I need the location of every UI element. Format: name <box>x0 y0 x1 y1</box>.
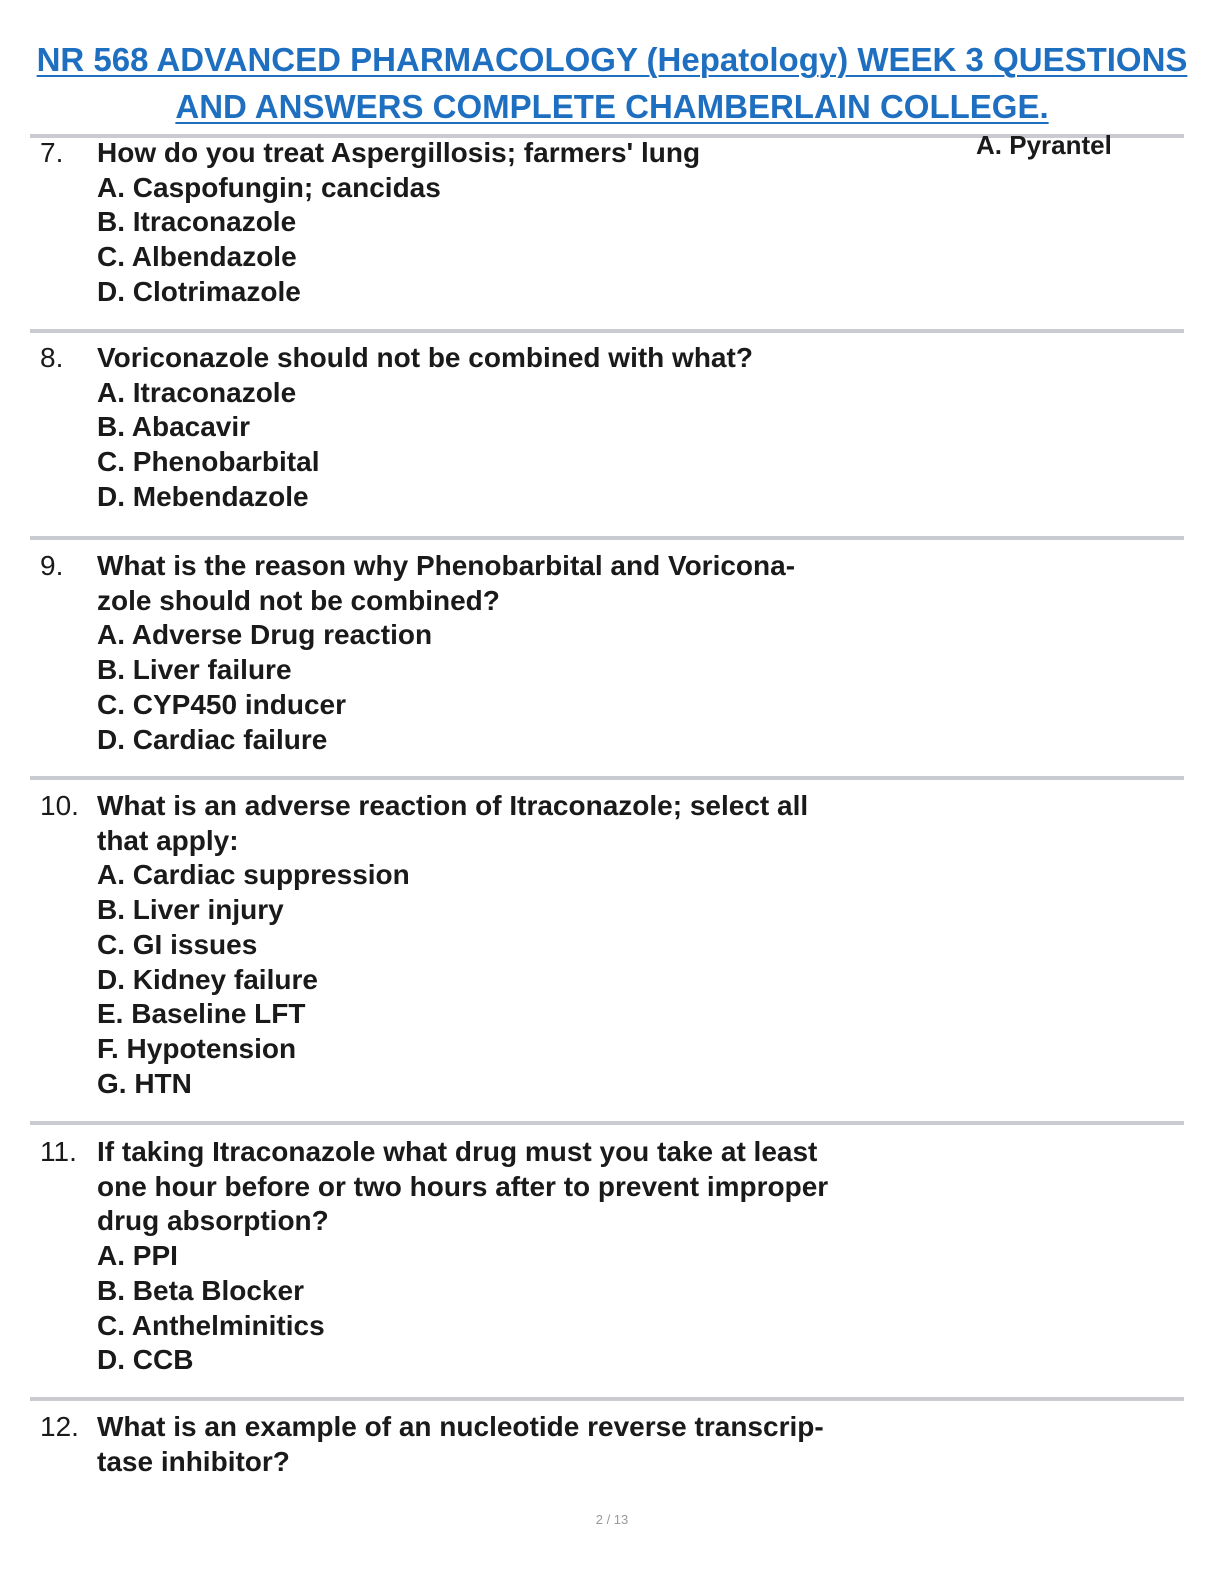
option-a: A. PPI <box>97 1240 178 1272</box>
divider <box>30 329 1184 333</box>
question-number: 10. <box>40 790 79 821</box>
option-c: C. CYP450 inducer <box>97 688 346 720</box>
option-b: B. Itraconazole <box>97 206 297 238</box>
page-indicator: 2 / 13 <box>595 1512 629 1527</box>
option-g: G. HTN <box>97 1067 192 1099</box>
question-text: What is an adverse reaction of Itraconazole; select all that apply: <box>97 790 809 856</box>
title-line-2: AND ANSWERS COMPLETE CHAMBERLAIN COLLEGE. <box>175 88 1049 125</box>
option-b: B. Abacavir <box>97 411 251 443</box>
option-c: C. GI issues <box>97 928 258 960</box>
option-b: B. Beta Blocker <box>97 1274 304 1306</box>
question-number: 7. <box>40 137 64 168</box>
title-line-1: NR 568 ADVANCED PHARMACOLOGY (Hepatology) WEEK 3 QUESTIONS <box>36 41 1188 78</box>
option-c: C. Anthelminitics <box>97 1309 325 1341</box>
side-answer: A. Pyrantel <box>976 130 1112 160</box>
option-d: D. Clotrimazole <box>97 275 301 307</box>
option-d: D. Cardiac failure <box>97 723 328 755</box>
divider <box>30 1121 1184 1125</box>
question-number: 11. <box>40 1136 77 1167</box>
option-a: A. Adverse Drug reaction <box>97 619 433 651</box>
option-a: A. Itraconazole <box>97 376 297 408</box>
option-c: C. Albendazole <box>97 241 297 273</box>
option-b: B. Liver injury <box>97 894 284 926</box>
option-f: F. Hypotension <box>97 1032 297 1064</box>
option-a: A. Cardiac suppression <box>97 859 410 891</box>
option-d: D. CCB <box>97 1344 194 1376</box>
question-text: How do you treat Aspergillosis; farmers' lung <box>97 137 701 168</box>
document-title <box>20 36 1204 130</box>
option-d: D. Mebendazole <box>97 480 309 512</box>
question-9 <box>40 549 920 757</box>
question-8 <box>40 341 920 515</box>
question-text: If taking Itraconazole what drug must you take at least one hour before or two hours after to prevent improper drug absorption? <box>97 1136 829 1237</box>
question-11 <box>40 1135 920 1378</box>
question-text: What is the reason why Phenobarbital and Voricona- zole should not be combined? <box>97 550 796 616</box>
question-text: Voriconazole should not be combined with what? <box>97 342 753 373</box>
divider <box>30 536 1184 540</box>
option-a: A. Caspofungin; cancidas <box>97 171 441 203</box>
question-10 <box>40 789 920 1101</box>
option-c: C. Phenobarbital <box>97 446 320 478</box>
option-b: B. Liver failure <box>97 654 292 686</box>
question-7 <box>40 136 920 310</box>
divider <box>30 1397 1184 1401</box>
question-12 <box>40 1410 920 1479</box>
question-number: 12. <box>40 1411 79 1442</box>
question-text: What is an example of an nucleotide reverse transcrip- tase inhibitor? <box>97 1411 824 1477</box>
option-d: D. Kidney failure <box>97 963 318 995</box>
divider <box>30 776 1184 780</box>
question-number: 8. <box>40 342 64 373</box>
option-e: E. Baseline LFT <box>97 998 306 1030</box>
question-number: 9. <box>40 550 64 581</box>
